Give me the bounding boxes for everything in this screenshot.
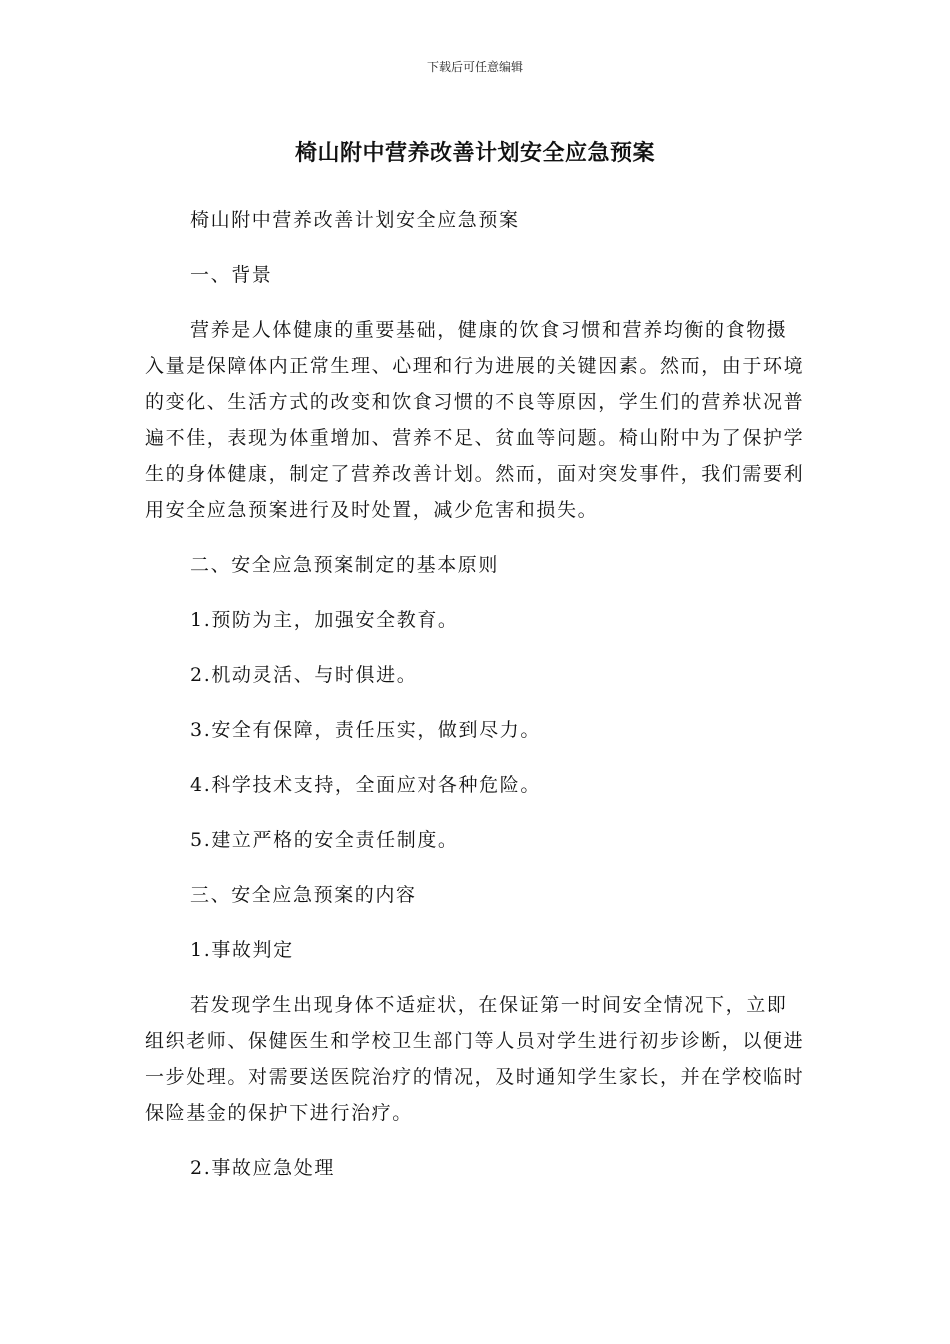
principle-item: 3.安全有保障，责任压实，做到尽力。: [190, 719, 541, 741]
background-paragraph: 营养是人体健康的重要基础，健康的饮食习惯和营养均衡的食物摄入量是保障体内正常生理、心理和行为进展的关键因素。然而，由于环境的变化、生活方式的改变和饮食习惯的不良等原因，学生们的营养状况普遍不佳，表现为体重增加、营养不足、贫血等问题。椅山附中为了保护学生的身体健康，制定了营养改善计划。然而，面对突发事件，我们需要利用安全应急预案进行及时处置，减少危害和损失。: [145, 319, 805, 521]
principle-item: 5.建立严格的安全责任制度。: [190, 829, 459, 851]
accident-judgment-paragraph: 若发现学生出现身体不适症状，在保证第一时间安全情况下，立即组织老师、保健医生和学校卫生部门等人员对学生进行初步诊断，以便进一步处理。对需要送医院治疗的情况，及时通知学生家长，并在学校临时保险基金的保护下进行治疗。: [145, 994, 805, 1124]
subsection-heading-accident-judgment: 1.事故判定: [190, 939, 294, 961]
document-title: 椅山附中营养改善计划安全应急预案: [294, 141, 655, 166]
section-heading-content: 三、安全应急预案的内容: [190, 884, 417, 906]
header-note: 下载后可任意编辑: [426, 60, 523, 74]
principle-item: 2.机动灵活、与时俱进。: [190, 664, 418, 686]
principle-item: 4.科学技术支持，全面应对各种危险。: [190, 774, 541, 796]
section-heading-principles: 二、安全应急预案制定的基本原则: [190, 554, 500, 576]
principle-item: 1.预防为主，加强安全教育。: [190, 609, 459, 631]
document-body: [145, 202, 807, 1205]
subsection-heading-emergency-handling: 2.事故应急处理: [190, 1157, 335, 1179]
subtitle-paragraph: 椅山附中营养改善计划安全应急预案: [190, 209, 520, 231]
section-heading-background: 一、背景: [190, 264, 273, 286]
